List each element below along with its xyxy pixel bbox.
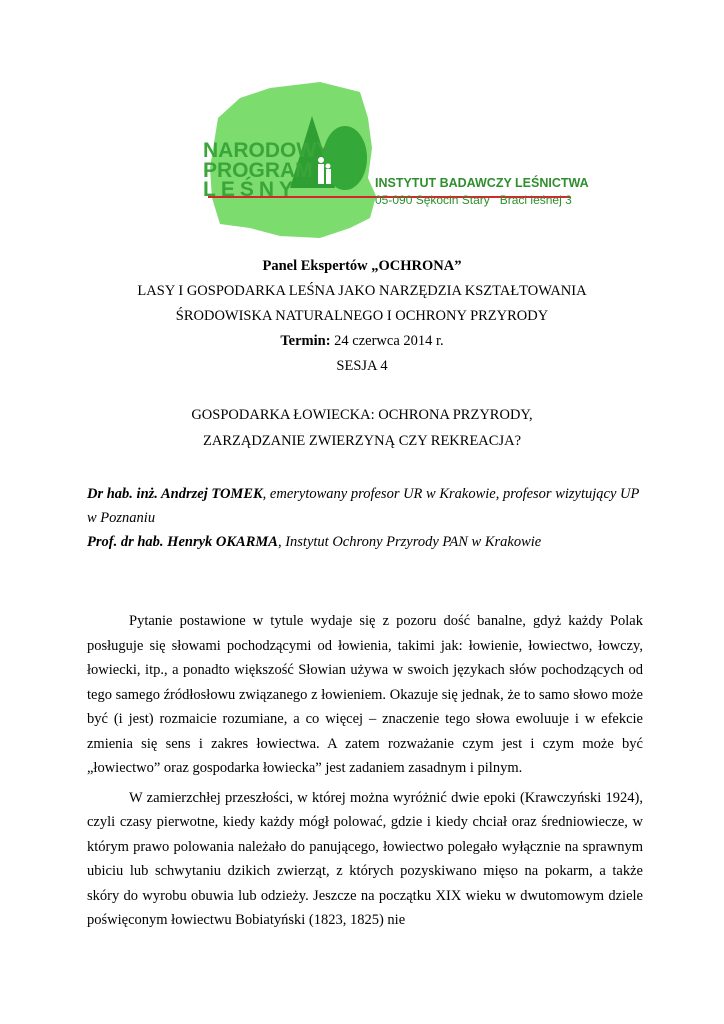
paragraph-1: Pytanie postawione w tytule wydaje się z pozoru dość banalne, gdyż każdy Polak posługuje się słowami pochodzącymi od łowienia, takimi jak: łowienie, łowiectwo, łowczy, łowiecki, itp., a ponadto większość Słowian używa w swoich językach słów pochodzących od tego samego źródłosłowu związanego z łowieniem. Okazuje się jednak, że to samo słowo może być (i jest) rozmaicie rozumiane, a co więcej – znaczenie tego słowa ewoluuje i w efekcie zmienia się sens i zakres łowiectwa. A zatem rozważanie czym jest i czym może być „łowiectwo” oraz gospodarka łowiecka” jest zadaniem zasadnym i pilnym.	[87, 613, 643, 776]
institute-street: Braci leśnej 3	[499, 193, 572, 207]
session-label: SESJA 4	[336, 358, 388, 374]
author-2-affiliation: , Instytut Ochrony Przyrody PAN w Krakowie	[277, 534, 542, 550]
institute-address	[375, 193, 572, 207]
body-text	[87, 609, 643, 933]
document-header	[80, 258, 644, 388]
author-1-name: Dr hab. inż. Andrzej TOMEK	[87, 486, 263, 502]
term-value: 24 czerwca 2014 r.	[330, 333, 444, 349]
document-title-line1: LASY I GOSPODARKA LEŚNA JAKO NARZĘDZIA KSZTAŁTOWANIA	[137, 283, 587, 299]
document-title-line2: ŚRODOWISKA NATURALNEGO I OCHRONY PRZYRODY	[175, 308, 549, 324]
institute-logo	[200, 78, 589, 250]
logo-word-program: PROGRAM	[203, 159, 313, 182]
institute-name: INSTYTUT BADAWCZY LEŚNICTWA	[375, 176, 589, 190]
paragraph-2: W zamierzchłej przeszłości, w której można wyróżnić dwie epoki (Krawczyński 1924), czyli czasy pierwotne, kiedy każdy mógł polować, gdzie i kiedy chciał oraz średniowiecze, w którym prawo polowania należało do panującego, łowiectwo polegało wyłącznie na sprawnym ubiciu lub schwytaniu dzikich zwierząt, z których pozyskiwano mięso na pokarm, a także skóry do wyrobu obuwia lub odzieży. Jeszcze na początku XIX wieku w dwutomowym dziele poświęconym łowiectwu Bobiatyński (1823, 1825) nie	[87, 789, 643, 928]
panel-title: Panel Ekspertów „OCHRONA”	[262, 258, 462, 274]
logo-word-narodowy: NARODOWY	[203, 139, 331, 162]
author-1	[87, 482, 643, 530]
author-1-affiliation: , emerytowany profesor UR w Krakowie, profesor wizytujący UP w Poznaniu	[87, 486, 640, 526]
term-line	[80, 333, 644, 350]
author-2	[87, 530, 643, 554]
term-label: Termin:	[280, 333, 331, 349]
authors-block	[87, 482, 643, 554]
session-title-line1: GOSPODARKA ŁOWIECKA: OCHRONA PRZYRODY,	[191, 407, 533, 423]
logo-word-lesny: LEŚNY	[203, 178, 299, 201]
session-title	[80, 407, 644, 457]
session-title-line2: ZARZĄDZANIE ZWIERZYNĄ CZY REKREACJA?	[202, 433, 522, 449]
institute-postal: 05-090 Sękocin Stary	[375, 193, 490, 207]
author-2-name: Prof. dr hab. Henryk OKARMA	[87, 534, 278, 550]
